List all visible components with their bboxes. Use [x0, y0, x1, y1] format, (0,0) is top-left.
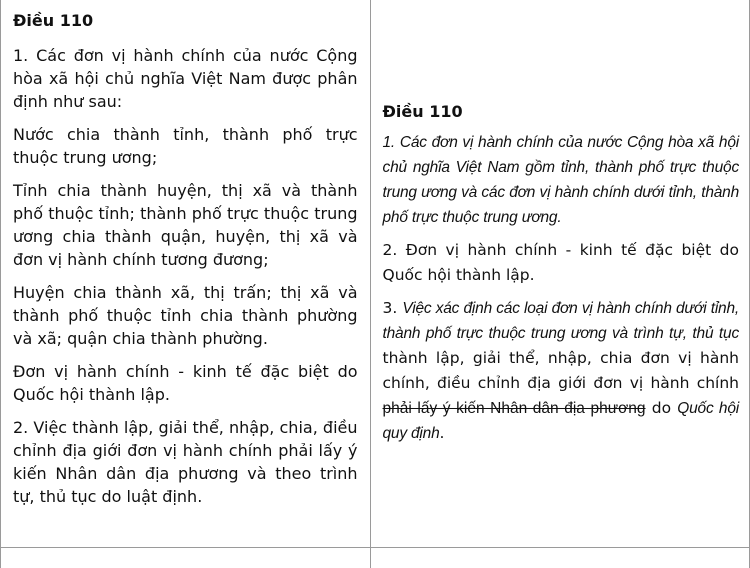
new-paragraph-2: 2. Đơn vị hành chính - kinh tế đặc biệt do Quốc hội thành lập.	[383, 238, 739, 288]
old-paragraph: Tỉnh chia thành huyện, thị xã và thành phố thuộc tỉnh; thành phố trực thuộc trung ương chia thành quận, huyện, thị xã và đơn vị hành chính tương đương;	[13, 179, 358, 271]
next-row-cell	[370, 548, 749, 568]
deleted-text: phải lấy ý kiến Nhân dân địa phương	[383, 400, 646, 417]
unchanged-text: do	[646, 399, 678, 417]
new-paragraph-1: 1. Các đơn vị hành chính của nước Cộng hòa xã hội chủ nghĩa Việt Nam gồm tỉnh, thành phố trực thuộc trung ương và các đơn vị hành chính dưới tỉnh, thành phố trực thuộc trung ương.	[383, 130, 739, 230]
new-paragraph-3	[383, 296, 739, 446]
article-title-old: Điều 110	[13, 9, 358, 32]
old-paragraph: Huyện chia thành xã, thị trấn; thị xã và thành phố thuộc tỉnh chia thành phường và xã; quận chia thành phường.	[13, 281, 358, 350]
article-title-new: Điều 110	[383, 99, 739, 124]
amended-text: Việc xác định các loại đơn vị hành chính dưới tỉnh, thành phố trực thuộc trung ương và trình tự, thủ tục	[383, 300, 740, 342]
period: .	[440, 424, 445, 442]
old-paragraph: 1. Các đơn vị hành chính của nước Cộng hòa xã hội chủ nghĩa Việt Nam được phân định như sau:	[13, 44, 358, 113]
old-text-cell	[1, 0, 371, 548]
new-text-cell	[370, 0, 749, 548]
old-paragraph: 2. Việc thành lập, giải thể, nhập, chia, điều chỉnh địa giới đơn vị hành chính phải lấy ý kiến Nhân dân địa phương và theo trình tự, thủ tục do luật định.	[13, 416, 358, 508]
clause-number: 3.	[383, 299, 403, 317]
amended-text: Quốc hội quy định	[383, 400, 739, 442]
old-paragraph: Nước chia thành tỉnh, thành phố trực thuộc trung ương;	[13, 123, 358, 169]
old-paragraph: Đơn vị hành chính - kinh tế đặc biệt do Quốc hội thành lập.	[13, 360, 358, 406]
unchanged-text: thành lập, giải thể, nhập, chia đơn vị hành chính, điều chỉnh địa giới đơn vị hành chính	[383, 349, 739, 392]
next-row-cell	[1, 548, 371, 568]
